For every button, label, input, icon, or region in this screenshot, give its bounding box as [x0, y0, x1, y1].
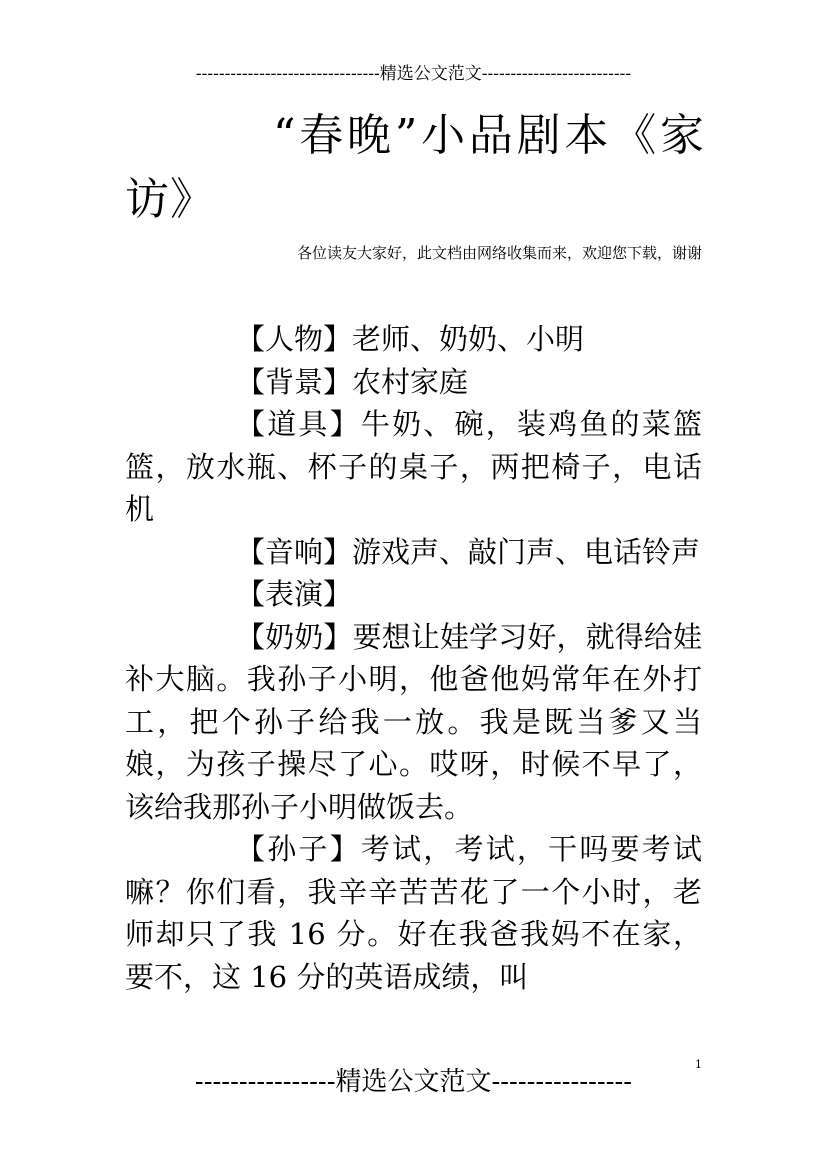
page-footer: ----------------精选公文范文----------------	[194, 1067, 633, 1097]
document-title: “春晚”小品剧本《家访》	[125, 110, 705, 225]
page-number: 1	[695, 1058, 702, 1071]
paragraph-performance: 【表演】	[236, 577, 353, 611]
document-body	[125, 318, 702, 998]
document-subtitle: 各位读友大家好，此文档由网络收集而来，欢迎您下载，谢谢	[296, 244, 702, 262]
paragraph-background: 【背景】农村家庭	[236, 364, 469, 399]
paragraph-sound: 【音响】游戏声、敲门声、电话铃声	[236, 534, 701, 569]
paragraph-grandma: 【奶奶】要想让娃学习好，就得给娃补大脑。我孙子小明，他爸他妈常年在外打工，把个孙子给我一放。我是既当爹又当娘，为孩子操尽了心。哎呀，时候不早了，该给我那孙子小明做饭去。	[125, 619, 702, 824]
paragraph-characters: 【人物】老师、奶奶、小明	[236, 322, 585, 356]
paragraph-props: 【道具】牛奶、碗，装鸡鱼的菜篮篮，放水瓶、杯子的桌子，两把椅子，电话机	[125, 407, 702, 526]
page-header: --------------------------------精选公文范文--------------------------	[195, 64, 632, 84]
paragraph-grandson: 【孙子】考试，考试，干吗要考试嘛？你们看，我辛辛苦苦花了一个小时，老师却只了我 16 分。好在我爸我妈不在家，要不，这 16 分的英语成绩，叫	[125, 832, 702, 994]
